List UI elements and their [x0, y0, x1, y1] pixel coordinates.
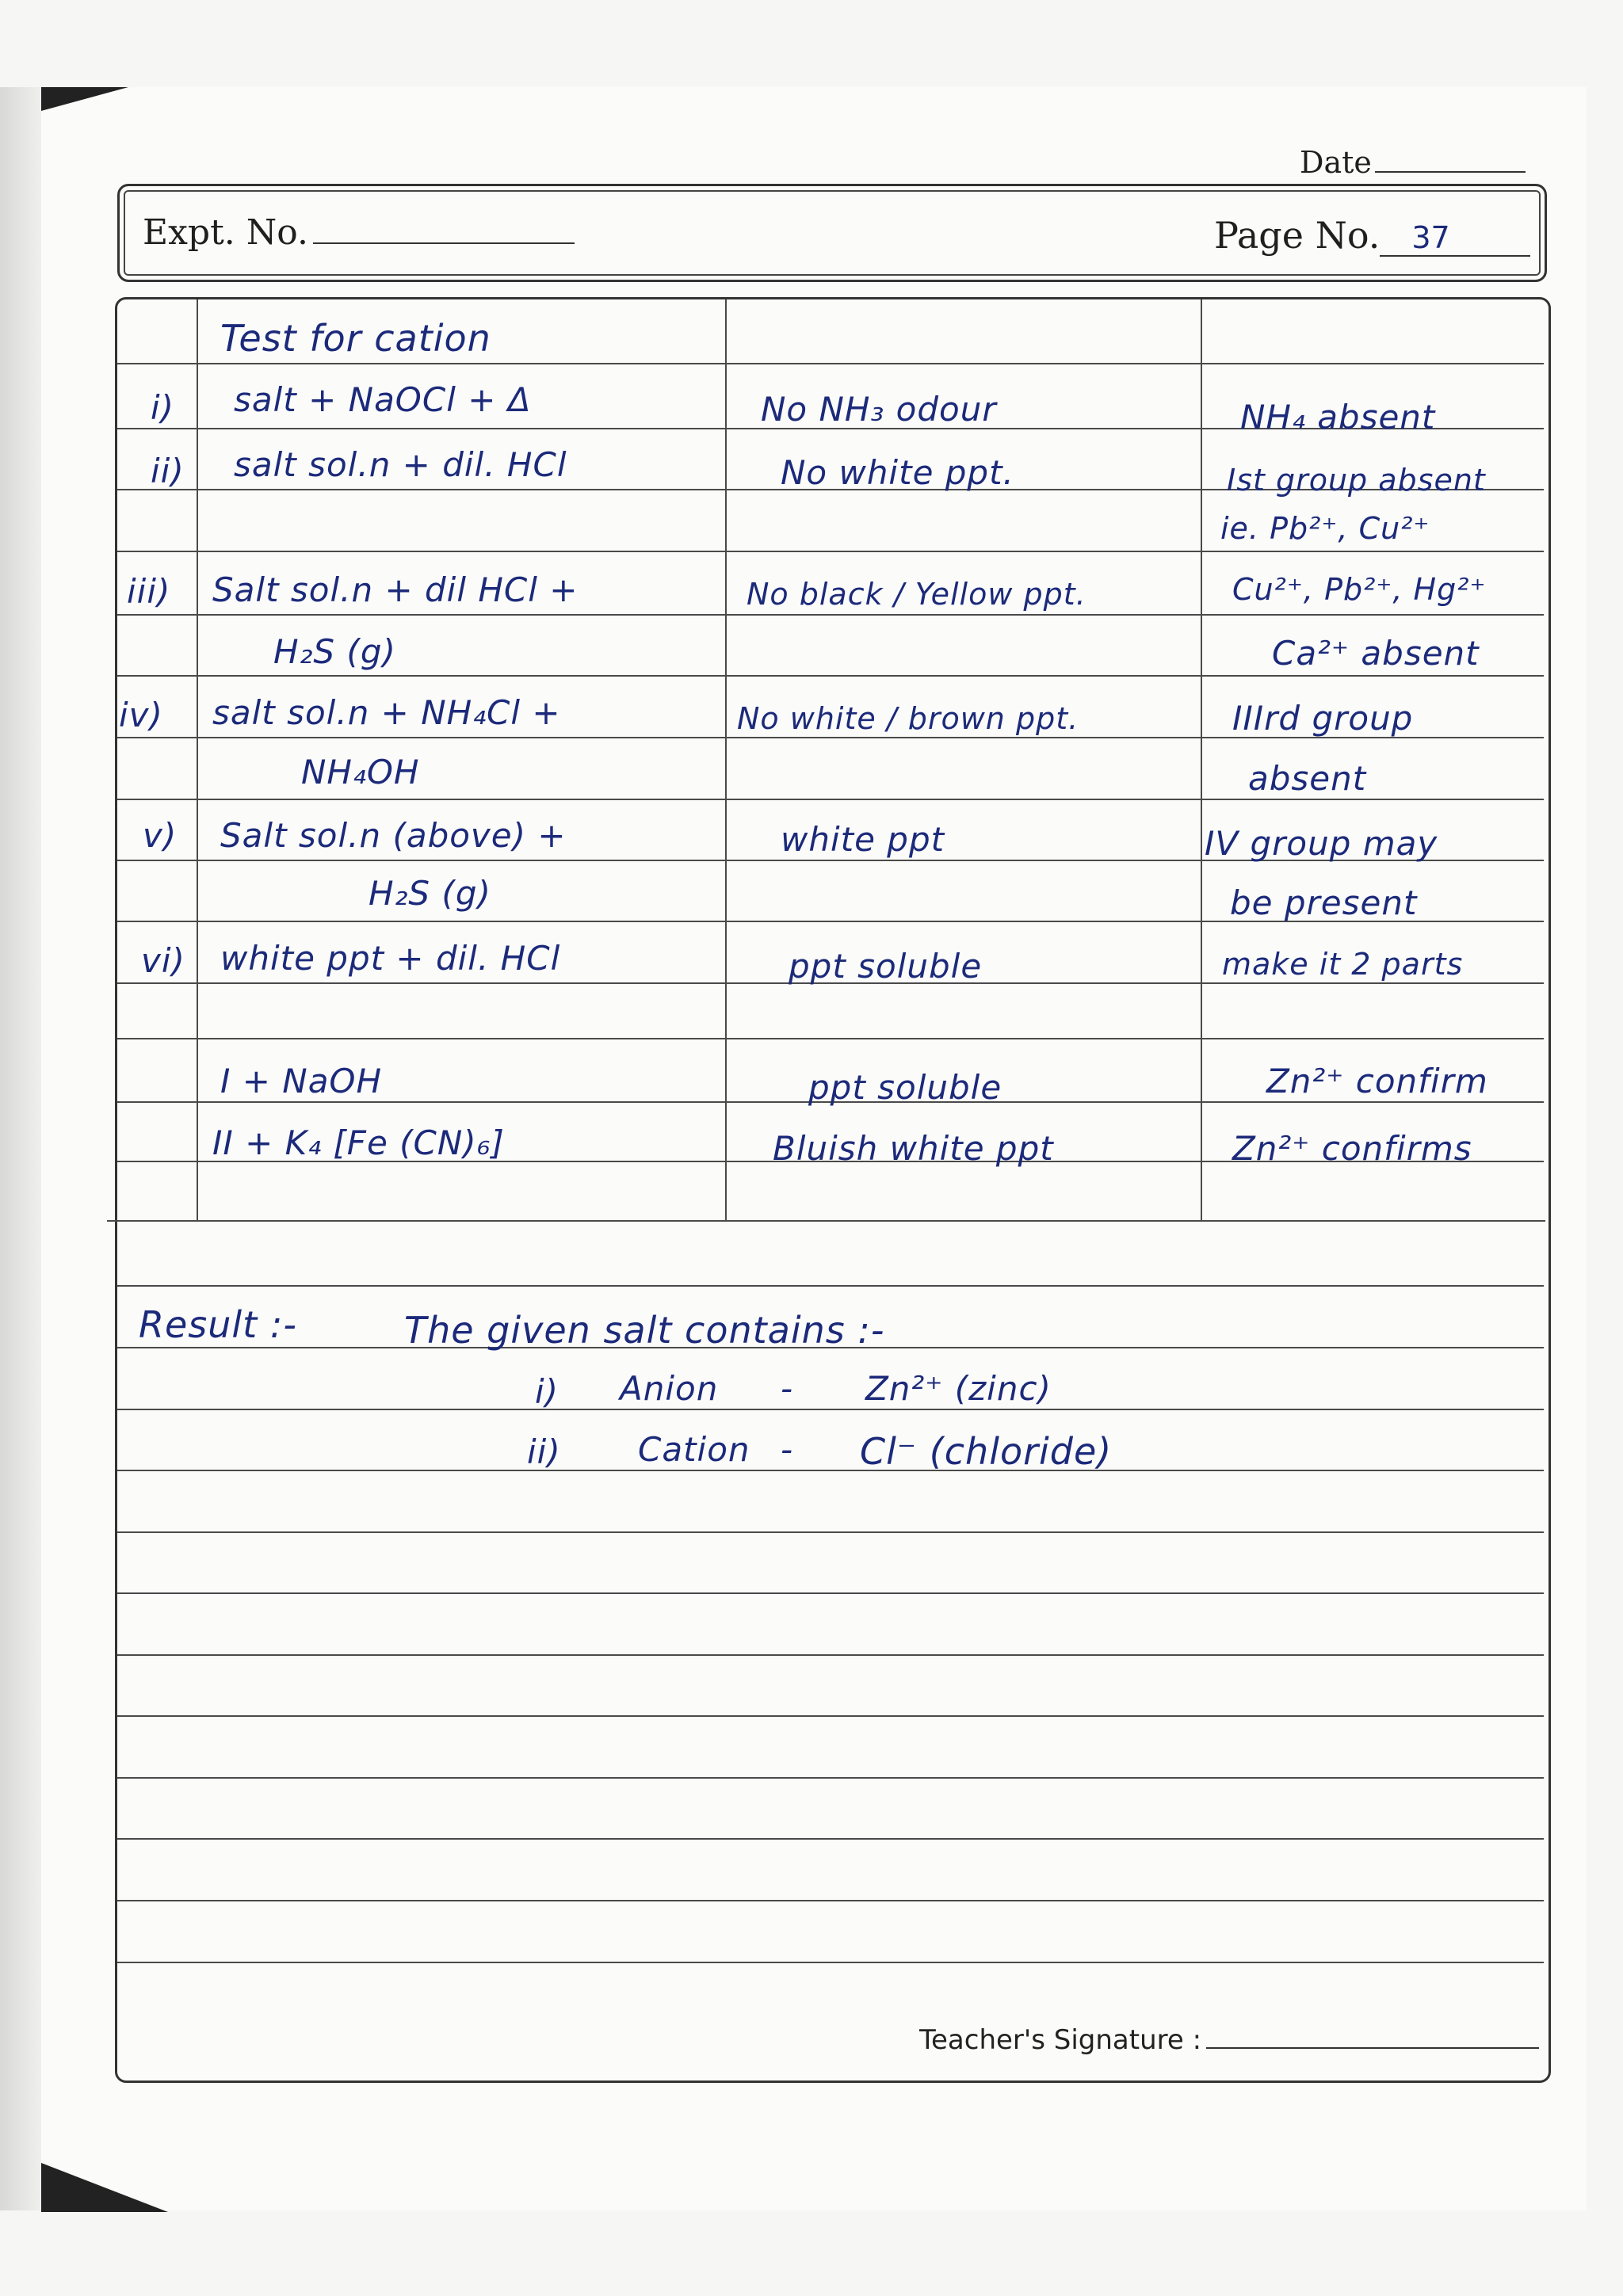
experiment-text: H₂S (g)	[369, 874, 491, 913]
inference-text: Ca²⁺ absent	[1272, 634, 1480, 673]
result-intro: The given salt contains :-	[404, 1309, 885, 1352]
ruled-line	[117, 1715, 1544, 1717]
experiment-text: Salt sol.n + dil HCl +	[212, 570, 579, 609]
date-label: Date	[1300, 145, 1372, 180]
row-number: i)	[151, 388, 175, 427]
result-label: Result :-	[139, 1303, 297, 1346]
observation-text: Bluish white ppt	[773, 1129, 1054, 1168]
expt-label: Expt. No.	[143, 212, 308, 253]
ruled-line	[117, 1654, 1544, 1656]
page-label: Page No.	[1214, 214, 1381, 257]
expt-blank	[313, 242, 575, 244]
row-number: iii)	[127, 572, 171, 611]
inference-text: absent	[1248, 759, 1367, 798]
experiment-text: Salt sol.n (above) +	[220, 816, 567, 855]
observation-text: No white / brown ppt.	[737, 701, 1079, 736]
result-line-number: i)	[535, 1372, 559, 1411]
experiment-text: salt + NaOCl + Δ	[234, 380, 532, 419]
observation-text: ppt soluble	[808, 1068, 1002, 1107]
inference-text: Zn²⁺ confirm	[1266, 1062, 1488, 1100]
ruled-line	[117, 551, 1544, 552]
ruled-line	[117, 675, 1544, 677]
inference-text: Ist group absent	[1227, 463, 1486, 498]
table-bottom-line	[107, 1220, 1545, 1222]
ruled-line	[117, 363, 1544, 364]
ruled-line	[117, 1962, 1544, 1963]
result-line-value: Zn²⁺ (zinc)	[865, 1369, 1052, 1408]
ruled-line	[117, 1777, 1544, 1779]
inference-text: be present	[1230, 883, 1418, 922]
ruled-line	[117, 1900, 1544, 1901]
ruled-line	[117, 1531, 1544, 1533]
result-line-dash: -	[781, 1369, 794, 1408]
teacher-signature-field	[919, 2024, 1539, 2056]
ruled-line	[117, 1470, 1544, 1471]
result-line-key: Cation	[638, 1430, 750, 1469]
table-title: Test for cation	[220, 317, 491, 360]
inference-text: IV group may	[1205, 824, 1438, 863]
column-divider-observation	[725, 299, 727, 1220]
inference-text: Cu²⁺, Pb²⁺, Hg²⁺	[1232, 572, 1487, 607]
inference-text: NH₄ absent	[1240, 398, 1436, 437]
ruled-line	[117, 1592, 1544, 1594]
ruled-line	[117, 614, 1544, 616]
experiment-text: white ppt + dil. HCl	[220, 939, 561, 978]
main-ruled-box	[115, 297, 1551, 2083]
experiment-text: H₂S (g)	[273, 632, 396, 671]
result-line-dash: -	[781, 1430, 794, 1469]
date-blank	[1375, 171, 1526, 173]
observation-text: white ppt	[781, 820, 945, 859]
experiment-text: salt sol.n + NH₄Cl +	[212, 693, 561, 732]
experiment-text: salt sol.n + dil. HCl	[234, 445, 567, 484]
observation-text: No NH₃ odour	[761, 390, 997, 429]
experiment-text: II + K₄ [Fe (CN)₆]	[212, 1123, 505, 1162]
row-number: iv)	[119, 696, 163, 734]
inference-text: ie. Pb²⁺, Cu²⁺	[1220, 511, 1430, 546]
observation-text: No white ppt.	[781, 453, 1014, 492]
expt-field	[143, 212, 575, 253]
page-shadow	[0, 87, 41, 2210]
ruled-line	[117, 1409, 1544, 1410]
ruled-line	[117, 799, 1544, 800]
signature-blank	[1206, 2047, 1539, 2049]
inference-text: Zn²⁺ confirms	[1232, 1129, 1472, 1168]
page-number-value: 37	[1380, 220, 1530, 257]
experiment-text: NH₄OH	[301, 753, 420, 791]
column-divider-inference	[1201, 299, 1202, 1220]
inference-text: IIIrd group	[1232, 699, 1414, 738]
observation-text: ppt soluble	[789, 947, 983, 986]
ruled-line	[117, 1038, 1544, 1039]
row-number: vi)	[141, 941, 185, 980]
column-divider-number	[197, 299, 198, 1220]
teacher-signature-label: Teacher's Signature :	[919, 2024, 1202, 2056]
ruled-line	[117, 1285, 1544, 1287]
result-line-number: ii)	[527, 1432, 561, 1471]
ruled-line	[117, 1838, 1544, 1840]
date-field	[1300, 145, 1526, 180]
page-number-field	[1214, 214, 1530, 257]
row-number: ii)	[151, 452, 185, 490]
inference-text: make it 2 parts	[1222, 947, 1464, 982]
result-line-key: Anion	[620, 1369, 719, 1408]
observation-text: No black / Yellow ppt.	[747, 577, 1086, 612]
row-number: v)	[143, 816, 178, 855]
result-line-value: Cl⁻ (chloride)	[860, 1430, 1113, 1473]
experiment-text: I + NaOH	[220, 1062, 383, 1100]
